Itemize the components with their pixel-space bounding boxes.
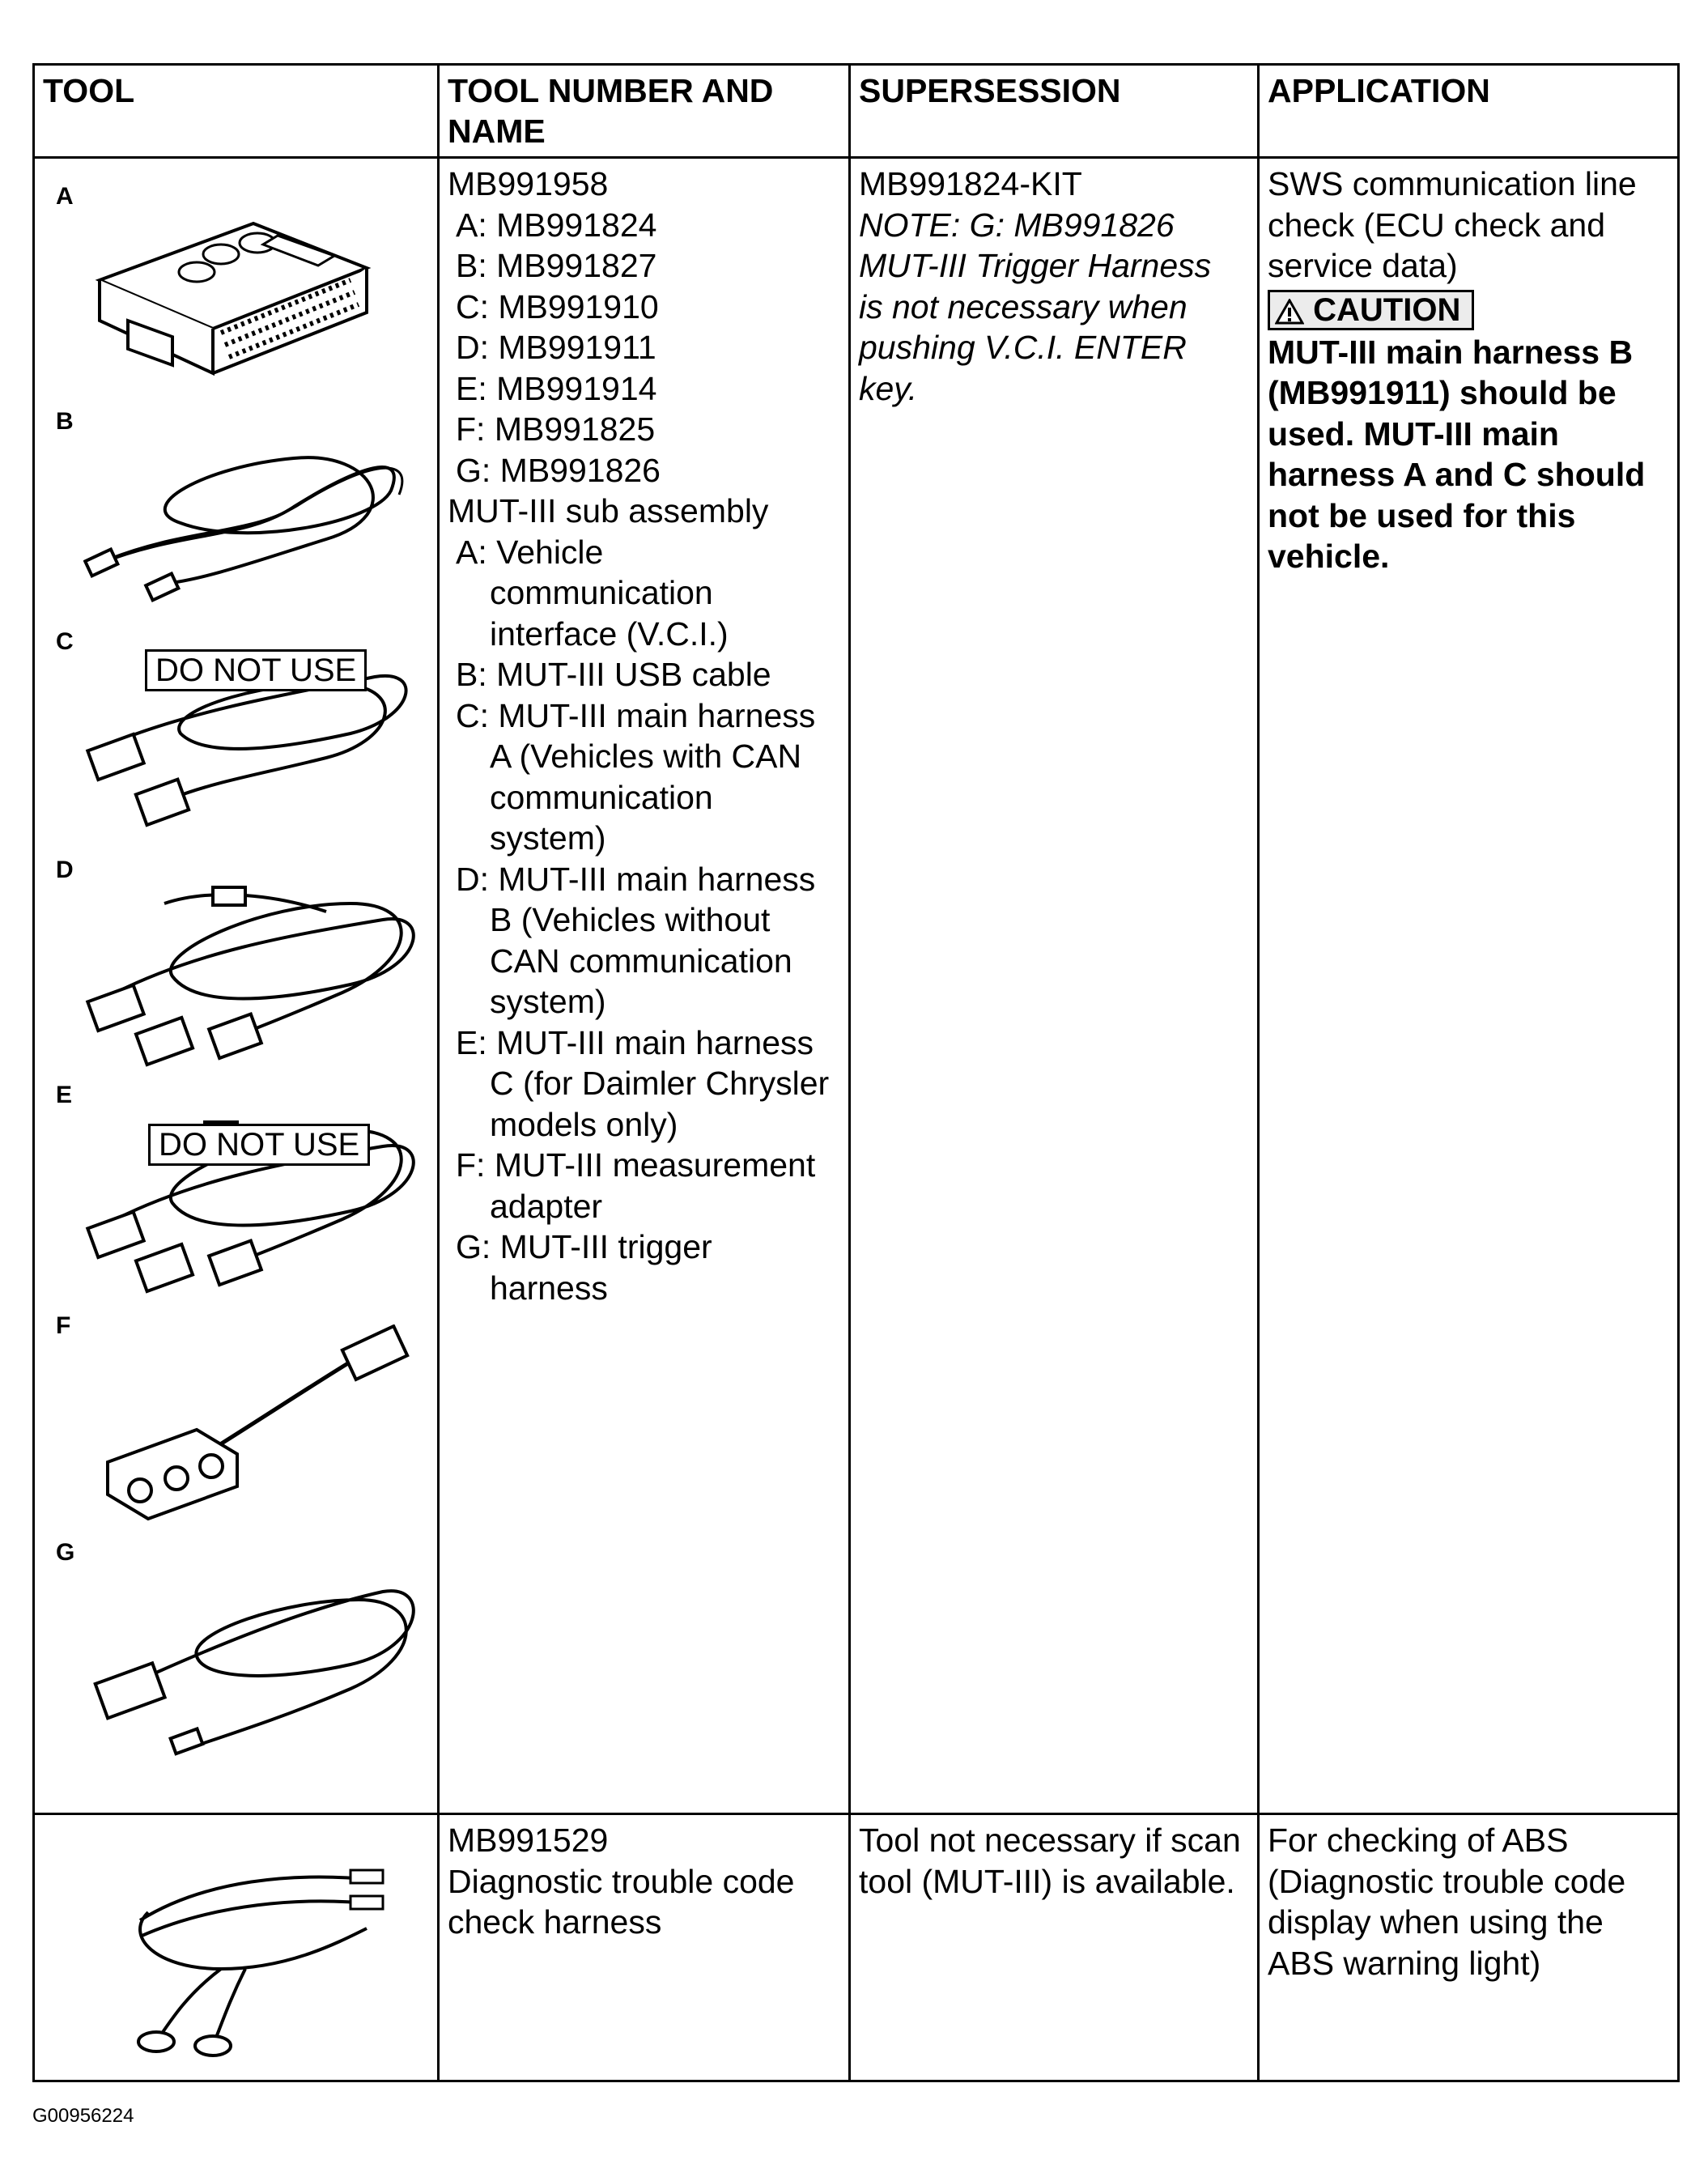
tool-number-main-2: MB991529 [448, 1822, 609, 1859]
application-line: For checking of ABS [1268, 1822, 1569, 1859]
tool-illustrations-cell [34, 158, 439, 1814]
list-item-continuation: models only) [490, 1105, 678, 1143]
tool-number-cell [439, 158, 850, 1814]
list-item-continuation: CAN communication [490, 942, 792, 980]
header-tool-number: TOOL NUMBER AND NAME [439, 65, 850, 158]
supersession-kit: MB991824-KIT [859, 165, 1082, 202]
supersession-line: tool (MUT-III) is available. [859, 1862, 1235, 1900]
tool-letter-e: E [56, 1082, 73, 1108]
application-line: service data) [1268, 247, 1458, 284]
list-item-continuation: system) [490, 983, 606, 1020]
do-not-use-label-e: DO NOT USE [148, 1124, 370, 1166]
tool-letter-b: B [56, 408, 74, 435]
application-cell-2 [1259, 1814, 1679, 2081]
list-item: A: Vehicle [456, 533, 604, 571]
list-item: G: MB991826 [456, 451, 661, 489]
caution-line: MUT-III main harness B [1268, 333, 1634, 371]
application-cell [1259, 158, 1679, 1814]
list-item-continuation: B (Vehicles without [490, 901, 771, 938]
tool-letter-c: C [56, 628, 74, 655]
header-application: APPLICATION [1259, 65, 1679, 158]
figure-code: G00956224 [32, 2105, 134, 2127]
header-tool: TOOL [34, 65, 439, 158]
application-line: check (ECU check and [1268, 206, 1606, 244]
caution-badge [1268, 290, 1474, 330]
list-item: C: MUT-III main harness [456, 696, 816, 734]
do-not-use-label-c: DO NOT USE [145, 649, 367, 691]
list-item-continuation: communication [490, 574, 713, 611]
note-line: NOTE: G: MB991826 [859, 206, 1175, 244]
usb-cable-illustration [83, 418, 423, 604]
application-line: (Diagnostic trouble code [1268, 1862, 1626, 1900]
check-harness-illustration [108, 1847, 399, 2058]
tool-number-cell-2 [439, 1814, 850, 2081]
document [32, 63, 1677, 2082]
caution-line: not be used for this [1268, 496, 1576, 534]
list-item-continuation: communication [490, 778, 713, 816]
application-line: SWS communication line [1268, 165, 1637, 202]
list-item-continuation: C (for Daimler Chrysler [490, 1065, 830, 1102]
list-item: B: MUT-III USB cable [456, 656, 771, 693]
list-item-continuation: system) [490, 819, 606, 857]
vci-device-illustration [83, 191, 383, 377]
caution-line: used. MUT-III main [1268, 415, 1559, 453]
list-item: C: MB991910 [456, 287, 659, 325]
supersession-line: Tool not necessary if scan [859, 1822, 1241, 1859]
supersession-cell [850, 158, 1259, 1814]
tool-letter-a: A [56, 183, 74, 210]
caution-line: harness A and C should [1268, 456, 1646, 493]
table-row [34, 1814, 1679, 2081]
list-item: D: MUT-III main harness [456, 860, 816, 898]
tool-letter-d: D [56, 857, 74, 883]
note-line: pushing V.C.I. ENTER [859, 329, 1187, 366]
list-item: D: MB991911 [456, 329, 656, 366]
list-item: F: MB991825 [456, 410, 656, 448]
tool-letter-f: F [56, 1312, 71, 1339]
list-item-continuation: adapter [490, 1187, 603, 1225]
warning-triangle-icon [1275, 299, 1304, 325]
list-item: E: MUT-III main harness [456, 1023, 814, 1061]
list-item: E: MB991914 [456, 369, 657, 407]
tool-name-line: check harness [448, 1903, 662, 1941]
table-row [34, 158, 1679, 1814]
list-item-continuation: interface (V.C.I.) [490, 614, 729, 653]
main-harness-b-illustration [83, 871, 440, 1073]
header-row [34, 65, 1679, 158]
note-line: key. [859, 369, 918, 407]
tool-illustration-cell-2 [34, 1814, 439, 2081]
note-line: MUT-III Trigger Harness [859, 247, 1212, 284]
tool-number-main: MB991958 [448, 165, 609, 202]
list-item: B: MB991827 [456, 247, 657, 284]
note-line: is not necessary when [859, 287, 1188, 325]
application-line: display when using the [1268, 1903, 1604, 1941]
caution-line: vehicle. [1268, 538, 1390, 575]
list-item: F: MUT-III measurement [456, 1146, 816, 1184]
header-supersession: SUPERSESSION [850, 65, 1259, 158]
trigger-harness-illustration [83, 1551, 440, 1762]
sub-assembly-title: MUT-III sub assembly [448, 492, 769, 529]
caution-label: CAUTION [1313, 291, 1461, 328]
list-item-continuation: A (Vehicles with CAN [490, 738, 802, 775]
special-tools-table [32, 63, 1680, 2082]
list-item-continuation: harness [490, 1269, 608, 1307]
list-item: A: MB991824 [456, 206, 657, 244]
supersession-cell-2 [850, 1814, 1259, 2081]
tool-letter-g: G [56, 1539, 75, 1566]
tool-name-line: Diagnostic trouble code [448, 1862, 795, 1900]
measurement-adapter-illustration [83, 1324, 440, 1527]
application-line: ABS warning light) [1268, 1944, 1541, 1982]
list-item: G: MUT-III trigger [456, 1228, 712, 1265]
caution-line: (MB991911) should be [1268, 374, 1617, 411]
